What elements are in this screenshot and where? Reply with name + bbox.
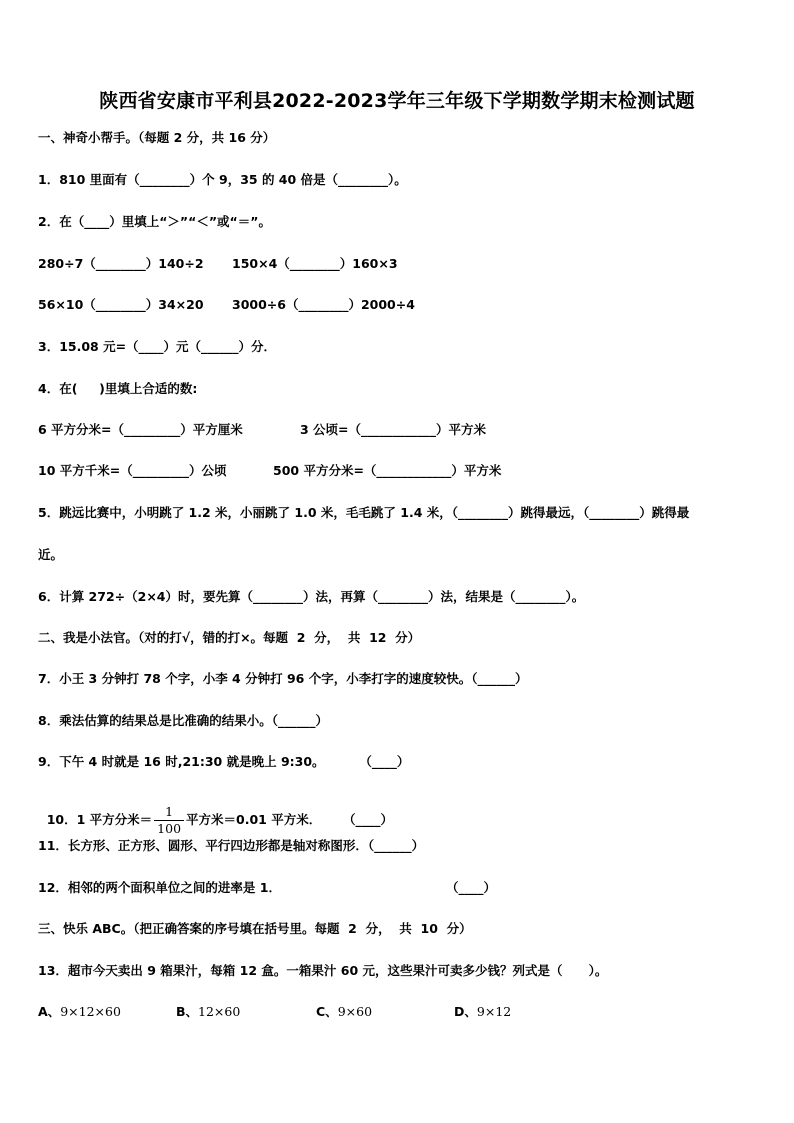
question-10-tail: 平方米＝0.01 平方米． （____） xyxy=(186,812,393,827)
option-b xyxy=(176,1003,240,1021)
question-12-bracket: （____） xyxy=(446,880,497,895)
question-4-item-b: 3 公顷=（____________）平方米 xyxy=(300,422,487,437)
question-5-continued: 近。 xyxy=(38,547,64,562)
question-2: 2．在（____）里填上“＞”“＜”或“＝”。 xyxy=(38,214,271,229)
question-2-item-d: 3000÷6（________）2000÷4 xyxy=(232,297,415,312)
question-2-item-c: 56×10（________）34×20 xyxy=(38,297,204,312)
question-13: 13．超市今天卖出 9 箱果汁，每箱 12 盒。一箱果汁 60 元，这些果汁可卖多少钱？列式是（ ）。 xyxy=(38,963,608,978)
question-5: 5．跳远比赛中，小明跳了 1.2 米，小丽跳了 1.0 米，毛毛跳了 1.4 米，（________）跳得最远，（________）跳得最 xyxy=(38,505,690,520)
question-4: 4．在( )里填上合适的数: xyxy=(38,381,198,396)
option-c-label: C、 xyxy=(316,1004,338,1019)
option-b-expression: 12×60 xyxy=(198,1004,241,1019)
question-1: 1．810 里面有（________）个 9，35 的 40 倍是（________）。 xyxy=(38,172,407,187)
question-7: 7．小王 3 分钟打 78 个字，小李 4 分钟打 96 个字，小李打字的速度较快。（______） xyxy=(38,671,528,686)
option-b-label: B、 xyxy=(176,1004,199,1019)
question-4-item-c: 10 平方千米=（_________）公顷 xyxy=(38,463,227,478)
option-a-expression: 9×12×60 xyxy=(60,1004,121,1019)
option-a xyxy=(38,1003,121,1021)
page-title: 陕西省安康市平利县2022-2023学年三年级下学期数学期末检测试题 xyxy=(99,90,695,112)
question-4-item-d: 500 平方分米=（____________）平方米 xyxy=(273,463,502,478)
question-8: 8．乘法估算的结果总是比准确的结果小。（______） xyxy=(38,713,328,728)
question-9: 9．下午 4 时就是 16 时,21:30 就是晚上 9:30。 （____） xyxy=(38,754,410,769)
question-11: 11．长方形、正方形、圆形、平行四边形都是轴对称图形．（______） xyxy=(38,838,425,853)
option-d xyxy=(454,1003,511,1021)
option-c-expression: 9×60 xyxy=(337,1004,373,1019)
section-1-heading: 一、神奇小帮手。（每题 2 分，共 16 分） xyxy=(38,130,276,145)
question-2-item-b: 150×4（________）160×3 xyxy=(232,256,398,271)
question-12: 12．相邻的两个面积单位之间的进率是 1． xyxy=(38,880,281,895)
option-d-expression: 9×12 xyxy=(476,1004,512,1019)
option-c xyxy=(316,1003,372,1021)
question-6: 6．计算 272÷（2×4）时，要先算（________）法，再算（________）法，结果是（________）。 xyxy=(38,589,585,604)
question-2-item-a: 280÷7（________）140÷2 xyxy=(38,256,204,271)
fraction-numerator: 1 xyxy=(165,804,174,819)
option-a-label: A、 xyxy=(38,1004,61,1019)
question-4-item-a: 6 平方分米=（_________）平方厘米 xyxy=(38,422,243,437)
option-d-label: D、 xyxy=(454,1004,477,1019)
question-3: 3．15.08 元=（____）元（______）分． xyxy=(38,339,277,354)
fraction-denominator: 100 xyxy=(154,820,184,837)
section-3-heading: 三、快乐 ABC。（把正确答案的序号填在括号里。每题 2 分， 共 10 分） xyxy=(38,921,472,936)
question-10-lead: 10．1 平方分米＝ xyxy=(46,812,153,827)
section-2-heading: 二、我是小法官。（对的打√，错的打×。每题 2 分， 共 12 分） xyxy=(38,630,421,645)
fraction xyxy=(154,804,184,837)
question-10 xyxy=(38,786,393,837)
